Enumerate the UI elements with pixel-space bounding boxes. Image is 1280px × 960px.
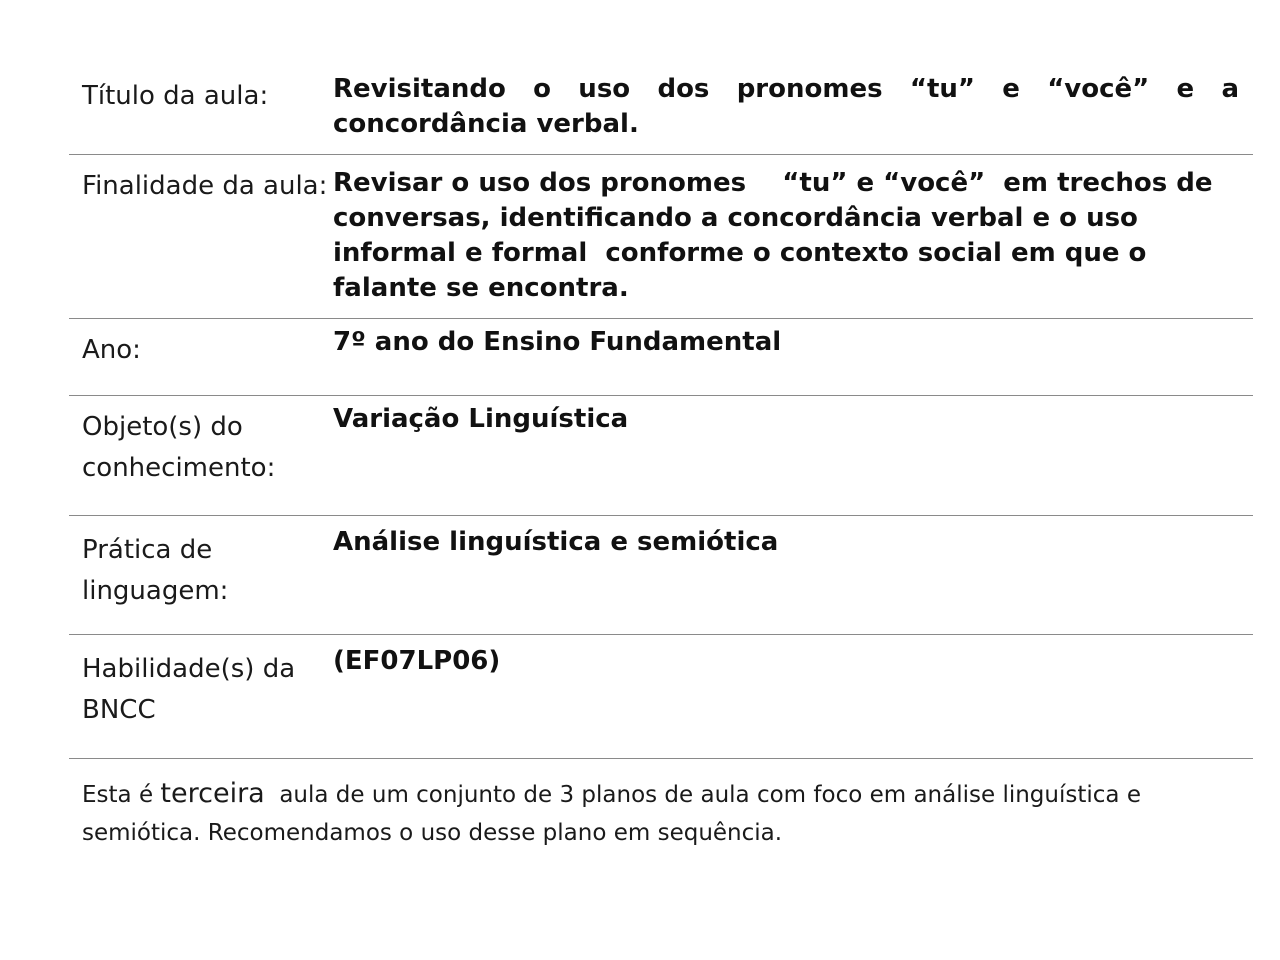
lesson-purpose-value: Revisar o uso dos pronomes “tu” e “você” em trechos de conversas, identificando a concordância verbal e o uso informal e formal conforme o contexto social em que o falante se encontra.	[333, 168, 1222, 303]
bncc-skills-label: Habilidade(s) da BNCC	[82, 654, 296, 725]
knowledge-object-value: Variação Linguística	[333, 404, 629, 434]
note-emphasis: terceira	[160, 778, 265, 809]
knowledge-object-label: Objeto(s) do conhecimento:	[82, 412, 276, 483]
row-language-practice	[69, 516, 1253, 635]
row-bncc-skills	[69, 635, 1253, 759]
lesson-title-label: Título da aula:	[82, 81, 269, 111]
language-practice-value: Análise linguística e semiótica	[333, 527, 779, 557]
bncc-skills-value: (EF07LP06)	[333, 646, 501, 676]
sequence-note	[69, 759, 1172, 852]
lesson-plan-table	[69, 68, 1253, 852]
note-prefix: Esta é	[82, 782, 161, 808]
lesson-purpose-label: Finalidade da aula:	[82, 171, 328, 201]
grade-label: Ano:	[82, 335, 141, 365]
row-lesson-title	[69, 68, 1253, 155]
row-grade	[69, 319, 1253, 396]
row-lesson-purpose	[69, 155, 1253, 319]
note-suffix: aula de um conjunto de 3 planos de aula com foco em análise linguística e semiótica. Recomendamos o uso desse plano em sequência.	[82, 782, 1149, 846]
grade-value: 7º ano do Ensino Fundamental	[333, 327, 782, 357]
language-practice-label: Prática de linguagem:	[82, 535, 229, 606]
row-knowledge-object	[69, 396, 1253, 516]
lesson-title-value: Revisitando o uso dos pronomes “tu” e “você” e a concordância verbal.	[333, 74, 1239, 139]
